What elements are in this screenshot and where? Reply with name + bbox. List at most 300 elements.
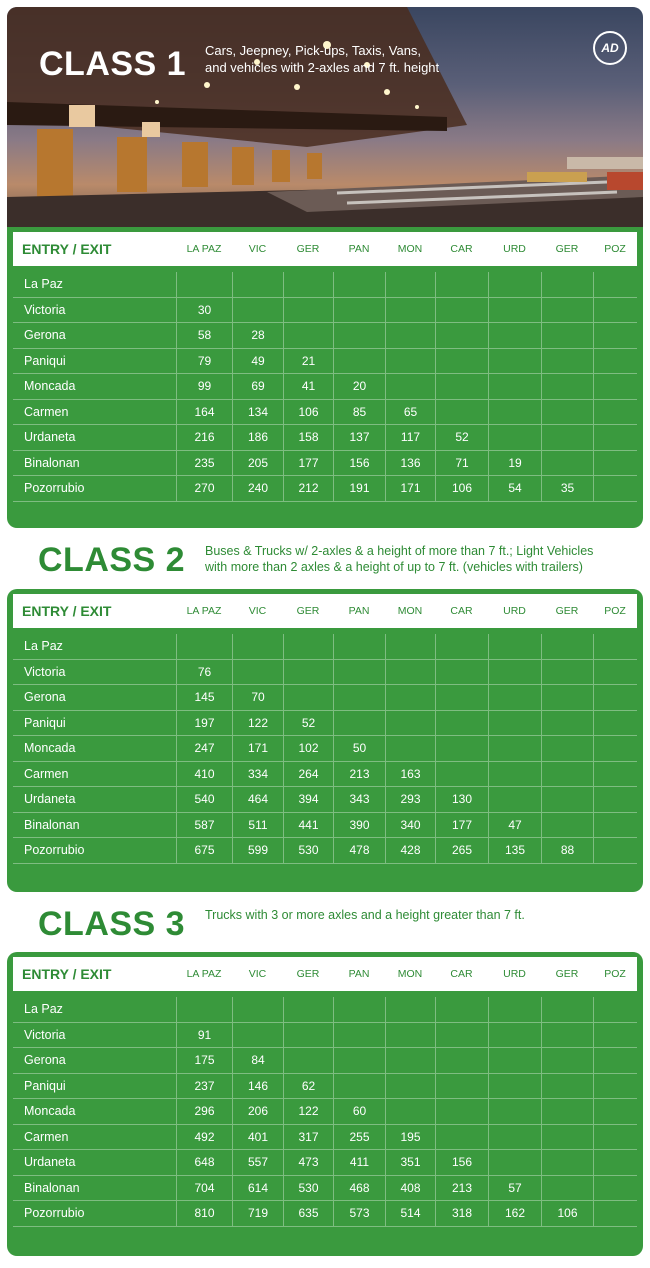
fare-cell xyxy=(593,349,637,374)
column-header: URD xyxy=(503,243,526,255)
column-header: MON xyxy=(397,968,423,980)
fare-cell xyxy=(176,634,232,659)
fare-cell xyxy=(541,685,593,710)
table-row xyxy=(13,1023,637,1049)
fare-cell xyxy=(435,997,488,1022)
fare-cell xyxy=(385,374,435,399)
fare-cell xyxy=(435,400,488,425)
fare-cell: 85 xyxy=(333,400,385,425)
fare-cell xyxy=(176,997,232,1022)
fare-cell: 441 xyxy=(283,813,333,838)
column-header: POZ xyxy=(604,605,626,617)
fare-cell xyxy=(435,272,488,297)
fare-cell xyxy=(593,323,637,348)
fare-cell: 411 xyxy=(333,1150,385,1175)
class-1-fare-matrix xyxy=(7,227,643,528)
column-header: GER xyxy=(296,243,320,255)
fare-table-body xyxy=(13,272,637,502)
class-3-title: CLASS 3 xyxy=(38,905,186,943)
station-name: La Paz xyxy=(24,639,63,654)
fare-cell: 50 xyxy=(333,736,385,761)
station-name: Gerona xyxy=(24,690,66,705)
fare-cell: 186 xyxy=(232,425,283,450)
fare-cell: 351 xyxy=(385,1150,435,1175)
fare-cell: 293 xyxy=(385,787,435,812)
class-3-description-line: Trucks with 3 or more axles and a height greater than 7 ft. xyxy=(205,908,525,922)
fare-cell xyxy=(541,298,593,323)
fare-cell xyxy=(283,298,333,323)
fare-cell xyxy=(333,997,385,1022)
class-2-description-line: with more than 2 axles & a height of up to 7 ft. (vehicles with trailers) xyxy=(205,560,583,574)
fare-cell: 464 xyxy=(232,787,283,812)
fare-cell xyxy=(176,272,232,297)
fare-cell: 264 xyxy=(283,762,333,787)
fare-cell: 216 xyxy=(176,425,232,450)
fare-cell: 70 xyxy=(232,685,283,710)
fare-cell xyxy=(385,660,435,685)
fare-cell xyxy=(593,787,637,812)
fare-cell xyxy=(435,1125,488,1150)
column-header: GER xyxy=(296,968,320,980)
fare-cell: 810 xyxy=(176,1201,232,1226)
fare-cell xyxy=(593,997,637,1022)
fare-cell xyxy=(435,374,488,399)
fare-cell xyxy=(593,374,637,399)
fare-cell xyxy=(488,298,541,323)
fare-cell xyxy=(283,1048,333,1073)
fare-cell xyxy=(593,451,637,476)
fare-cell xyxy=(283,1023,333,1048)
fare-cell xyxy=(541,272,593,297)
fare-cell: 212 xyxy=(283,476,333,501)
fare-cell: 35 xyxy=(541,476,593,501)
fare-cell xyxy=(333,711,385,736)
fare-cell: 478 xyxy=(333,838,385,863)
class-3-fare-matrix xyxy=(7,952,643,1256)
fare-cell xyxy=(488,1125,541,1150)
station-name: Urdaneta xyxy=(24,430,76,445)
fare-cell xyxy=(232,997,283,1022)
fare-cell xyxy=(435,1023,488,1048)
station-name: Carmen xyxy=(24,1129,69,1144)
fare-cell: 88 xyxy=(541,838,593,863)
table-row xyxy=(13,1125,637,1151)
fare-cell xyxy=(488,323,541,348)
fare-cell xyxy=(435,634,488,659)
fare-cell: 28 xyxy=(232,323,283,348)
fare-cell: 145 xyxy=(176,685,232,710)
fare-cell: 614 xyxy=(232,1176,283,1201)
fare-cell xyxy=(541,1176,593,1201)
class-2-description-line: Buses & Trucks w/ 2-axles & a height of more than 7 ft.; Light Vehicles xyxy=(205,544,594,558)
fare-cell: 79 xyxy=(176,349,232,374)
fare-cell: 530 xyxy=(283,1176,333,1201)
fare-cell xyxy=(283,272,333,297)
fare-cell: 57 xyxy=(488,1176,541,1201)
fare-cell xyxy=(541,711,593,736)
fare-cell xyxy=(283,323,333,348)
fare-cell: 197 xyxy=(176,711,232,736)
fare-cell xyxy=(541,1074,593,1099)
fare-cell: 675 xyxy=(176,838,232,863)
fare-cell: 205 xyxy=(232,451,283,476)
table-row xyxy=(13,762,637,788)
fare-cell xyxy=(593,425,637,450)
fare-cell: 240 xyxy=(232,476,283,501)
fare-cell xyxy=(541,451,593,476)
column-header: PAN xyxy=(348,605,370,617)
fare-cell xyxy=(232,634,283,659)
table-row xyxy=(13,349,637,375)
fare-cell: 191 xyxy=(333,476,385,501)
fare-cell xyxy=(488,787,541,812)
station-name: Urdaneta xyxy=(24,1155,76,1170)
class-2-title: CLASS 2 xyxy=(38,541,186,579)
column-header: MON xyxy=(397,605,423,617)
fare-cell: 401 xyxy=(232,1125,283,1150)
fare-cell xyxy=(593,634,637,659)
fare-cell xyxy=(541,762,593,787)
fare-cell: 719 xyxy=(232,1201,283,1226)
column-header: CAR xyxy=(450,243,473,255)
fare-cell: 270 xyxy=(176,476,232,501)
fare-cell xyxy=(283,660,333,685)
fare-cell xyxy=(385,1023,435,1048)
fare-cell xyxy=(541,323,593,348)
fare-cell: 146 xyxy=(232,1074,283,1099)
fare-cell xyxy=(435,1099,488,1124)
fare-cell: 135 xyxy=(488,838,541,863)
fare-cell xyxy=(488,736,541,761)
fare-cell: 206 xyxy=(232,1099,283,1124)
fare-cell: 237 xyxy=(176,1074,232,1099)
fare-cell xyxy=(488,400,541,425)
fare-cell xyxy=(593,1176,637,1201)
fare-cell: 137 xyxy=(333,425,385,450)
fare-cell xyxy=(488,349,541,374)
fare-cell: 158 xyxy=(283,425,333,450)
fare-cell xyxy=(541,374,593,399)
fare-cell: 84 xyxy=(232,1048,283,1073)
fare-cell: 265 xyxy=(435,838,488,863)
fare-cell: 492 xyxy=(176,1125,232,1150)
fare-cell xyxy=(488,634,541,659)
fare-cell xyxy=(541,813,593,838)
column-header: GER xyxy=(555,243,579,255)
fare-cell: 20 xyxy=(333,374,385,399)
fare-cell xyxy=(541,634,593,659)
fare-cell xyxy=(541,1048,593,1073)
station-name: Victoria xyxy=(24,302,66,317)
column-header: URD xyxy=(503,605,526,617)
table-row xyxy=(13,272,637,298)
fare-cell xyxy=(283,997,333,1022)
fare-cell: 410 xyxy=(176,762,232,787)
fare-cell xyxy=(435,1048,488,1073)
fare-cell xyxy=(232,272,283,297)
fare-cell: 76 xyxy=(176,660,232,685)
fare-cell xyxy=(435,298,488,323)
fare-cell xyxy=(488,1099,541,1124)
fare-cell xyxy=(593,1125,637,1150)
class-3-description xyxy=(205,907,645,923)
fare-cell xyxy=(593,762,637,787)
table-row xyxy=(13,685,637,711)
fare-cell: 136 xyxy=(385,451,435,476)
column-header: POZ xyxy=(604,968,626,980)
fare-cell xyxy=(385,298,435,323)
fare-cell xyxy=(333,349,385,374)
column-header: PAN xyxy=(348,243,370,255)
class-2-description xyxy=(205,543,645,575)
fare-cell xyxy=(385,634,435,659)
fare-cell xyxy=(385,349,435,374)
fare-cell: 99 xyxy=(176,374,232,399)
fare-cell: 213 xyxy=(435,1176,488,1201)
fare-cell: 394 xyxy=(283,787,333,812)
station-name: Moncada xyxy=(24,379,76,394)
fare-cell: 343 xyxy=(333,787,385,812)
fare-cell: 52 xyxy=(283,711,333,736)
fare-cell: 296 xyxy=(176,1099,232,1124)
fare-cell: 175 xyxy=(176,1048,232,1073)
station-name: Victoria xyxy=(24,1027,66,1042)
fare-cell xyxy=(488,374,541,399)
table-row xyxy=(13,374,637,400)
fare-cell xyxy=(232,1023,283,1048)
fare-cell xyxy=(541,660,593,685)
column-header: GER xyxy=(555,968,579,980)
station-name: La Paz xyxy=(24,277,63,292)
fare-cell xyxy=(435,660,488,685)
fare-cell xyxy=(593,1099,637,1124)
fare-cell: 514 xyxy=(385,1201,435,1226)
class-2-fare-matrix xyxy=(7,589,643,892)
fare-cell: 318 xyxy=(435,1201,488,1226)
fare-cell xyxy=(385,323,435,348)
station-name: Binalonan xyxy=(24,455,80,470)
fare-cell xyxy=(232,298,283,323)
class-1-description-line: Cars, Jeepney, Pick-ups, Taxis, Vans, xyxy=(205,43,422,58)
fare-cell: 41 xyxy=(283,374,333,399)
fare-cell: 428 xyxy=(385,838,435,863)
fare-cell xyxy=(385,997,435,1022)
table-row xyxy=(13,1048,637,1074)
table-row xyxy=(13,425,637,451)
fare-cell xyxy=(593,685,637,710)
table-row xyxy=(13,736,637,762)
table-row xyxy=(13,1201,637,1227)
fare-cell xyxy=(593,1048,637,1073)
fare-cell xyxy=(488,425,541,450)
fare-cell xyxy=(593,838,637,863)
fare-cell: 473 xyxy=(283,1150,333,1175)
fare-cell xyxy=(435,762,488,787)
station-name: La Paz xyxy=(24,1002,63,1017)
station-name: Pozorrubio xyxy=(24,1206,85,1221)
fare-cell xyxy=(488,660,541,685)
station-name: Victoria xyxy=(24,664,66,679)
fare-cell xyxy=(333,272,385,297)
station-name: Paniqui xyxy=(24,353,66,368)
fare-cell xyxy=(333,634,385,659)
fare-cell xyxy=(541,736,593,761)
fare-cell: 60 xyxy=(333,1099,385,1124)
fare-cell xyxy=(488,272,541,297)
station-name: Gerona xyxy=(24,1053,66,1068)
fare-cell xyxy=(593,660,637,685)
column-header: VIC xyxy=(248,605,267,617)
fare-cell: 177 xyxy=(435,813,488,838)
fare-cell: 235 xyxy=(176,451,232,476)
fare-cell xyxy=(488,685,541,710)
fare-table-header xyxy=(13,957,637,991)
fare-cell xyxy=(333,1023,385,1048)
fare-cell: 156 xyxy=(435,1150,488,1175)
fare-cell: 156 xyxy=(333,451,385,476)
column-header: GER xyxy=(555,605,579,617)
fare-cell xyxy=(435,685,488,710)
fare-cell xyxy=(435,736,488,761)
station-name: Binalonan xyxy=(24,817,80,832)
autodeal-logo: AD xyxy=(593,31,627,65)
fare-cell xyxy=(593,711,637,736)
station-name: Moncada xyxy=(24,741,76,756)
column-header: POZ xyxy=(604,243,626,255)
station-name: Carmen xyxy=(24,766,69,781)
station-name: Pozorrubio xyxy=(24,843,85,858)
fare-cell xyxy=(541,787,593,812)
fare-table-header xyxy=(13,232,637,266)
fare-cell xyxy=(593,298,637,323)
column-header: LA PAZ xyxy=(186,605,222,617)
fare-cell xyxy=(385,1048,435,1073)
fare-cell: 573 xyxy=(333,1201,385,1226)
fare-cell xyxy=(541,425,593,450)
table-row xyxy=(13,400,637,426)
column-header: CAR xyxy=(450,605,473,617)
table-row xyxy=(13,711,637,737)
fare-cell: 171 xyxy=(385,476,435,501)
station-name: Gerona xyxy=(24,328,66,343)
fare-table-body xyxy=(13,634,637,864)
station-name: Paniqui xyxy=(24,1078,66,1093)
fare-cell: 122 xyxy=(283,1099,333,1124)
fare-cell xyxy=(333,685,385,710)
class-1-hero-banner xyxy=(7,7,643,229)
fare-cell: 52 xyxy=(435,425,488,450)
fare-cell: 635 xyxy=(283,1201,333,1226)
fare-cell: 468 xyxy=(333,1176,385,1201)
fare-cell xyxy=(593,1201,637,1226)
fare-cell xyxy=(435,711,488,736)
fare-cell: 71 xyxy=(435,451,488,476)
fare-cell: 164 xyxy=(176,400,232,425)
table-row xyxy=(13,1176,637,1202)
fare-cell xyxy=(593,476,637,501)
fare-cell: 91 xyxy=(176,1023,232,1048)
fare-cell: 340 xyxy=(385,813,435,838)
fare-cell: 247 xyxy=(176,736,232,761)
column-header: VIC xyxy=(248,968,267,980)
fare-cell: 195 xyxy=(385,1125,435,1150)
fare-cell: 117 xyxy=(385,425,435,450)
fare-cell: 408 xyxy=(385,1176,435,1201)
fare-cell: 47 xyxy=(488,813,541,838)
toll-plaza-photo xyxy=(7,7,643,229)
fare-cell: 587 xyxy=(176,813,232,838)
fare-cell xyxy=(385,272,435,297)
fare-cell xyxy=(593,736,637,761)
fare-cell xyxy=(593,1150,637,1175)
fare-cell xyxy=(541,1023,593,1048)
table-row xyxy=(13,476,637,502)
column-header: MON xyxy=(397,243,423,255)
station-name: Pozorrubio xyxy=(24,481,85,496)
fare-table-header xyxy=(13,594,637,628)
fare-cell xyxy=(333,660,385,685)
fare-cell: 530 xyxy=(283,838,333,863)
class-1-description-line: and vehicles with 2-axles and 7 ft. height xyxy=(205,60,440,75)
column-header: CAR xyxy=(450,968,473,980)
fare-cell xyxy=(488,1150,541,1175)
fare-cell: 704 xyxy=(176,1176,232,1201)
column-header: PAN xyxy=(348,968,370,980)
fare-cell xyxy=(593,1074,637,1099)
table-row xyxy=(13,298,637,324)
fare-cell xyxy=(541,349,593,374)
column-header: LA PAZ xyxy=(186,968,222,980)
station-name: Urdaneta xyxy=(24,792,76,807)
fare-cell: 648 xyxy=(176,1150,232,1175)
entry-exit-label: ENTRY / EXIT xyxy=(22,966,112,982)
fare-cell xyxy=(435,1074,488,1099)
column-header: GER xyxy=(296,605,320,617)
station-name: Paniqui xyxy=(24,715,66,730)
fare-cell: 255 xyxy=(333,1125,385,1150)
fare-cell xyxy=(593,272,637,297)
fare-cell xyxy=(283,634,333,659)
table-row xyxy=(13,323,637,349)
fare-cell: 334 xyxy=(232,762,283,787)
fare-cell: 177 xyxy=(283,451,333,476)
fare-cell xyxy=(385,1074,435,1099)
fare-cell xyxy=(333,323,385,348)
fare-cell xyxy=(488,1074,541,1099)
fare-cell: 106 xyxy=(435,476,488,501)
column-header: URD xyxy=(503,968,526,980)
fare-cell xyxy=(541,997,593,1022)
fare-cell xyxy=(232,660,283,685)
station-name: Carmen xyxy=(24,404,69,419)
fare-cell xyxy=(333,1048,385,1073)
class-1-title: CLASS 1 xyxy=(39,45,187,83)
fare-cell xyxy=(541,1150,593,1175)
fare-cell: 130 xyxy=(435,787,488,812)
fare-cell: 390 xyxy=(333,813,385,838)
fare-cell: 171 xyxy=(232,736,283,761)
fare-cell: 69 xyxy=(232,374,283,399)
fare-cell xyxy=(593,400,637,425)
fare-cell: 122 xyxy=(232,711,283,736)
table-row xyxy=(13,634,637,660)
station-name: Binalonan xyxy=(24,1180,80,1195)
fare-cell xyxy=(385,685,435,710)
fare-cell: 21 xyxy=(283,349,333,374)
fare-cell: 30 xyxy=(176,298,232,323)
fare-cell xyxy=(488,762,541,787)
fare-table-body xyxy=(13,997,637,1227)
